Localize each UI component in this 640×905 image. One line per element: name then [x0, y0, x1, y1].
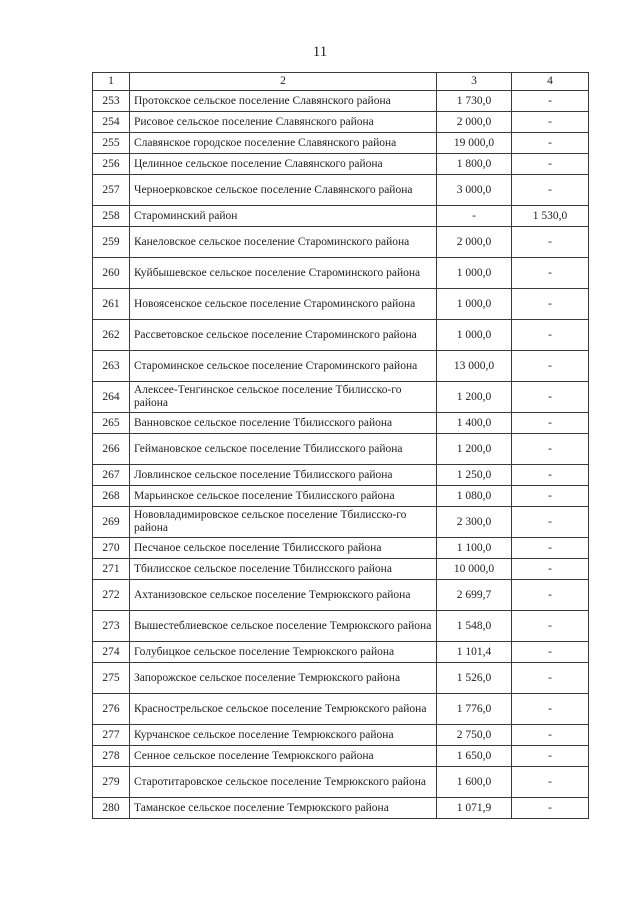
- amount-col4: -: [512, 133, 589, 154]
- row-number: 279: [93, 767, 130, 798]
- amount-col3: 2 300,0: [437, 507, 512, 538]
- table-row: [93, 133, 589, 154]
- settlement-name: Славянское городское поселение Славянского района: [130, 133, 437, 154]
- settlement-name: Голубицкое сельское поселение Темрюкского района: [130, 642, 437, 663]
- table-row: [93, 725, 589, 746]
- amount-col3: 3 000,0: [437, 175, 512, 206]
- amount-col4: -: [512, 154, 589, 175]
- table-row: [93, 486, 589, 507]
- row-number: 274: [93, 642, 130, 663]
- settlement-name: Ловлинское сельское поселение Тбилисского района: [130, 465, 437, 486]
- settlement-name: Ахтанизовское сельское поселение Темрюкского района: [130, 580, 437, 611]
- row-number: 270: [93, 538, 130, 559]
- amount-col4: -: [512, 559, 589, 580]
- table-row: [93, 91, 589, 112]
- page-number: 11: [312, 44, 328, 60]
- row-number: 273: [93, 611, 130, 642]
- settlement-name: Алексее-Тенгинское сельское поселение Тбилисско-го района: [130, 382, 437, 413]
- column-header: 1: [93, 73, 130, 91]
- amount-col4: -: [512, 580, 589, 611]
- row-number: 271: [93, 559, 130, 580]
- table-header-row: [93, 73, 589, 91]
- settlement-name: Песчаное сельское поселение Тбилисского района: [130, 538, 437, 559]
- amount-col3: 1 200,0: [437, 382, 512, 413]
- row-number: 262: [93, 320, 130, 351]
- table-row: [93, 465, 589, 486]
- amount-col3: 1 730,0: [437, 91, 512, 112]
- table-row: [93, 320, 589, 351]
- row-number: 263: [93, 351, 130, 382]
- table-row: [93, 434, 589, 465]
- amount-col3: 2 750,0: [437, 725, 512, 746]
- row-number: 280: [93, 798, 130, 819]
- amount-col3: 13 000,0: [437, 351, 512, 382]
- settlement-name: Черноерковское сельское поселение Славянского района: [130, 175, 437, 206]
- amount-col4: -: [512, 465, 589, 486]
- row-number: 265: [93, 413, 130, 434]
- amount-col4: -: [512, 538, 589, 559]
- table-row: [93, 538, 589, 559]
- amount-col4: -: [512, 91, 589, 112]
- row-number: 268: [93, 486, 130, 507]
- amount-col4: -: [512, 434, 589, 465]
- row-number: 275: [93, 663, 130, 694]
- table-row: [93, 694, 589, 725]
- row-number: 266: [93, 434, 130, 465]
- row-number: 267: [93, 465, 130, 486]
- settlement-name: Курчанское сельское поселение Темрюкского района: [130, 725, 437, 746]
- settlement-name: Сенное сельское поселение Темрюкского района: [130, 746, 437, 767]
- settlement-name: Геймановское сельское поселение Тбилисского района: [130, 434, 437, 465]
- settlement-name: Старотитаровское сельское поселение Темрюкского района: [130, 767, 437, 798]
- settlement-name: Рассветовское сельское поселение Староминского района: [130, 320, 437, 351]
- row-number: 269: [93, 507, 130, 538]
- table-row: [93, 767, 589, 798]
- amount-col4: -: [512, 413, 589, 434]
- amount-col3: 2 000,0: [437, 112, 512, 133]
- table-row: [93, 258, 589, 289]
- amount-col3: 1 000,0: [437, 320, 512, 351]
- amount-col4: -: [512, 663, 589, 694]
- amount-col3: 1 650,0: [437, 746, 512, 767]
- table-row: [93, 663, 589, 694]
- row-number: 276: [93, 694, 130, 725]
- row-number: 256: [93, 154, 130, 175]
- amount-col3: 1 000,0: [437, 289, 512, 320]
- amount-col3: 1 000,0: [437, 258, 512, 289]
- settlement-name: Рисовое сельское поселение Славянского района: [130, 112, 437, 133]
- column-header: 2: [130, 73, 437, 91]
- table-row: [93, 580, 589, 611]
- table-row: [93, 746, 589, 767]
- amount-col4: -: [512, 798, 589, 819]
- amount-col3: 10 000,0: [437, 559, 512, 580]
- table-row: [93, 289, 589, 320]
- settlement-name: Краснострельское сельское поселение Темрюкского района: [130, 694, 437, 725]
- settlement-name: Новоясенское сельское поселение Староминского района: [130, 289, 437, 320]
- amount-col4: -: [512, 289, 589, 320]
- amount-col3: 1 776,0: [437, 694, 512, 725]
- amount-col4: -: [512, 112, 589, 133]
- table-row: [93, 112, 589, 133]
- amount-col4: -: [512, 175, 589, 206]
- amount-col3: 1 200,0: [437, 434, 512, 465]
- settlement-name: Тбилисское сельское поселение Тбилисского района: [130, 559, 437, 580]
- table-row: [93, 507, 589, 538]
- settlement-name: Запорожское сельское поселение Темрюкского района: [130, 663, 437, 694]
- amount-col4: -: [512, 382, 589, 413]
- amount-col4: -: [512, 227, 589, 258]
- amount-col3: 1 800,0: [437, 154, 512, 175]
- amount-col4: -: [512, 507, 589, 538]
- amount-col4: -: [512, 611, 589, 642]
- settlement-name: Вышестеблиевское сельское поселение Темрюкского района: [130, 611, 437, 642]
- amount-col4: -: [512, 351, 589, 382]
- amount-col3: -: [437, 206, 512, 227]
- column-header: 3: [437, 73, 512, 91]
- amount-col3: 2 000,0: [437, 227, 512, 258]
- amount-col4: -: [512, 258, 589, 289]
- settlement-name: Ванновское сельское поселение Тбилисского района: [130, 413, 437, 434]
- amount-col3: 1 400,0: [437, 413, 512, 434]
- amount-col3: 1 600,0: [437, 767, 512, 798]
- row-number: 254: [93, 112, 130, 133]
- row-number: 253: [93, 91, 130, 112]
- row-number: 258: [93, 206, 130, 227]
- settlement-name: Староминское сельское поселение Староминского района: [130, 351, 437, 382]
- table-row: [93, 413, 589, 434]
- row-number: 259: [93, 227, 130, 258]
- settlement-name: Протокское сельское поселение Славянского района: [130, 91, 437, 112]
- row-number: 255: [93, 133, 130, 154]
- row-number: 277: [93, 725, 130, 746]
- amount-col3: 1 101,4: [437, 642, 512, 663]
- amount-col4: -: [512, 486, 589, 507]
- row-number: 278: [93, 746, 130, 767]
- table-row: [93, 351, 589, 382]
- allocation-table: [92, 72, 589, 819]
- row-number: 272: [93, 580, 130, 611]
- row-number: 260: [93, 258, 130, 289]
- amount-col3: 19 000,0: [437, 133, 512, 154]
- table-row: [93, 154, 589, 175]
- amount-col3: 1 548,0: [437, 611, 512, 642]
- table-row: [93, 798, 589, 819]
- amount-col4: -: [512, 642, 589, 663]
- amount-col3: 2 699,7: [437, 580, 512, 611]
- table-row: [93, 175, 589, 206]
- table-row: [93, 227, 589, 258]
- settlement-name: Нововладимировское сельское поселение Тбилисско-го района: [130, 507, 437, 538]
- amount-col3: 1 526,0: [437, 663, 512, 694]
- amount-col4: -: [512, 767, 589, 798]
- column-header: 4: [512, 73, 589, 91]
- settlement-name: Староминский район: [130, 206, 437, 227]
- amount-col4: -: [512, 320, 589, 351]
- row-number: 257: [93, 175, 130, 206]
- table-row: [93, 642, 589, 663]
- row-number: 261: [93, 289, 130, 320]
- table-row: [93, 206, 589, 227]
- amount-col4: -: [512, 725, 589, 746]
- table-row: [93, 559, 589, 580]
- table-row: [93, 382, 589, 413]
- amount-col4: 1 530,0: [512, 206, 589, 227]
- amount-col3: 1 100,0: [437, 538, 512, 559]
- amount-col3: 1 250,0: [437, 465, 512, 486]
- settlement-name: Таманское сельское поселение Темрюкского района: [130, 798, 437, 819]
- table-row: [93, 611, 589, 642]
- amount-col3: 1 080,0: [437, 486, 512, 507]
- settlement-name: Марьинское сельское поселение Тбилисского района: [130, 486, 437, 507]
- settlement-name: Куйбышевское сельское поселение Староминского района: [130, 258, 437, 289]
- row-number: 264: [93, 382, 130, 413]
- amount-col3: 1 071,9: [437, 798, 512, 819]
- settlement-name: Целинное сельское поселение Славянского района: [130, 154, 437, 175]
- amount-col4: -: [512, 746, 589, 767]
- settlement-name: Канеловское сельское поселение Староминского района: [130, 227, 437, 258]
- amount-col4: -: [512, 694, 589, 725]
